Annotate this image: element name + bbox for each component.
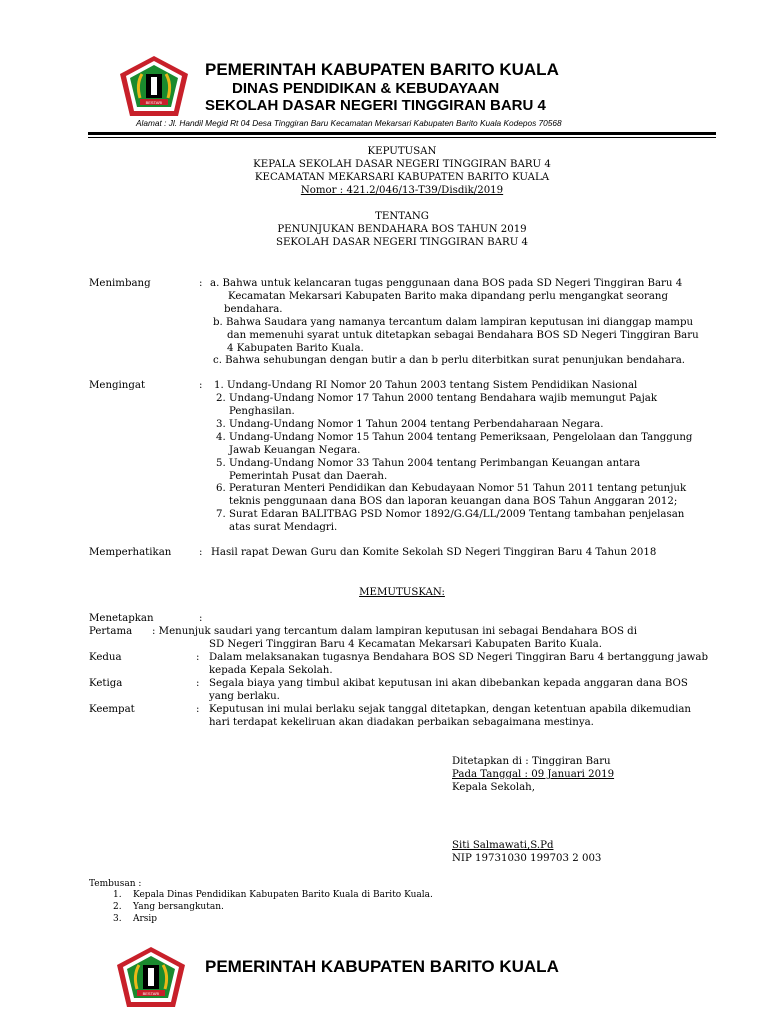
- tembusan-item: Arsip: [133, 914, 158, 924]
- header-divider-thick: [88, 132, 716, 135]
- menimbang-a-line-3: bendahara.: [224, 304, 283, 315]
- mengingat-item-6a: 6. Peraturan Menteri Pendidikan dan Kebudayaan Nomor 51 Tahun 2011 tentang petunjuk: [216, 483, 687, 494]
- keempat-label: Keempat: [89, 704, 135, 715]
- pertama-label: Pertama: [89, 626, 133, 637]
- tentang-heading: TENTANG: [375, 211, 429, 222]
- menimbang-colon: :: [199, 278, 203, 289]
- menimbang-b-line-3: 4 Kabupaten Barito Kuala.: [227, 343, 364, 354]
- header-line-2: DINAS PENDIDIKAN & KEBUDAYAAN: [232, 80, 500, 97]
- menimbang-a-line-2: Kecamatan Mekarsari Kabupaten Barito maka dipandang perlu mengangkat seorang: [228, 291, 669, 302]
- decree-issuer-2: KECAMATAN MEKARSARI KABUPATEN BARITO KUALA: [254, 172, 550, 183]
- kedua-line-1: Dalam melaksanakan tugasnya Bendahara BOS SD Negeri Tinggiran Baru 4 bertanggung jawab: [209, 652, 708, 663]
- ketiga-colon: :: [196, 678, 200, 689]
- menimbang-b-line-2: dan memenuhi syarat untuk ditetapkan sebagai Bendahara BOS SD Negeri Tinggiran Baru: [227, 330, 699, 341]
- header-line-1: PEMERINTAH KABUPATEN BARITO KUALA: [205, 60, 559, 79]
- kedua-colon: :: [196, 652, 200, 663]
- kedua-line-2: kepada Kepala Sekolah.: [209, 665, 333, 676]
- menetapkan-colon: :: [199, 613, 203, 624]
- government-logo: [118, 54, 190, 118]
- signature-date-text: Pada Tanggal : 09 Januari 2019: [452, 769, 615, 780]
- menimbang-label: Menimbang: [89, 278, 151, 289]
- header-address: Alamat : Jl. Handil Megid Rt 04 Desa Tinggiran Baru Kecamatan Mekarsari Kabupaten Barito Kuala Kodepos 70568: [136, 118, 562, 128]
- ketiga-label: Ketiga: [89, 678, 123, 689]
- tembusan-item-num: 3.: [113, 914, 122, 924]
- tembusan-label: Tembusan :: [89, 879, 142, 889]
- tembusan-item-num: 1.: [113, 890, 122, 900]
- logo-label: BESTARI: [145, 100, 163, 105]
- government-logo-footer: [115, 945, 187, 1009]
- tembusan-item-num: 2.: [113, 902, 122, 912]
- keempat-line-2: hari terdapat kekeliruan akan diadakan perbaikan sebagaimana mestinya.: [209, 717, 594, 728]
- kedua-label: Kedua: [89, 652, 122, 663]
- signatory-name: [452, 839, 554, 852]
- memutuskan-heading: [88, 586, 716, 599]
- menimbang-a-line-1: a. Bahwa untuk kelancaran tugas penggunaan dana BOS pada SD Negeri Tinggiran Baru 4: [210, 278, 683, 289]
- mengingat-item-4b: Jawab Keuangan Negara.: [229, 445, 361, 456]
- memperhatikan-text: Hasil rapat Dewan Guru dan Komite Sekolah SD Negeri Tinggiran Baru 4 Tahun 2018: [211, 547, 657, 558]
- signature-place: Ditetapkan di : Tinggiran Baru: [452, 756, 611, 767]
- ketiga-line-1: Segala biaya yang timbul akibat keputusan ini akan dibebankan kepada anggaran dana BOS: [209, 678, 688, 689]
- mengingat-item-2b: Penghasilan.: [229, 406, 295, 417]
- signature-position: Kepala Sekolah,: [452, 782, 535, 793]
- mengingat-item-5a: 5. Undang-Undang Nomor 33 Tahun 2004 tentang Perimbangan Keuangan antara: [216, 458, 641, 469]
- mengingat-colon: :: [199, 380, 203, 391]
- decree-issuer-1: KEPALA SEKOLAH DASAR NEGERI TINGGIRAN BARU 4: [253, 159, 551, 170]
- keempat-colon: :: [196, 704, 200, 715]
- mengingat-item-7a: 7. Surat Edaran BALITBAG PSD Nomor 1892/G.G4/LL/2009 Tentang tambahan penjelasan: [216, 509, 685, 520]
- memutuskan-text: MEMUTUSKAN:: [359, 587, 445, 598]
- menimbang-b-line-1: b. Bahwa Saudara yang namanya tercantum dalam lampiran keputusan ini dianggap mampu: [213, 317, 694, 328]
- signature-date: [452, 768, 614, 781]
- tentang-line-1: PENUNJUKAN BENDAHARA BOS TAHUN 2019: [277, 224, 527, 235]
- mengingat-item-1: 1. Undang-Undang RI Nomor 20 Tahun 2003 tentang Sistem Pendidikan Nasional: [214, 380, 638, 391]
- signatory-name-text: Siti Salmawati,S.Pd: [452, 840, 554, 851]
- tembusan-item: Yang bersangkutan.: [133, 902, 224, 912]
- mengingat-item-5b: Pemerintah Pusat dan Daerah.: [229, 471, 388, 482]
- menimbang-c-line-1: c. Bahwa sehubungan dengan butir a dan b perlu diterbitkan surat penunjukan bendahara.: [213, 355, 686, 366]
- ketiga-line-2: yang berlaku.: [209, 691, 280, 702]
- logo-label: BESTARI: [142, 991, 160, 996]
- pertama-line-2: SD Negeri Tinggiran Baru 4 Kecamatan Mekarsari Kabupaten Barito Kuala.: [209, 639, 602, 650]
- tembusan-item: Kepala Dinas Pendidikan Kabupaten Barito Kuala di Barito Kuala.: [133, 890, 433, 900]
- signatory-nip: NIP 19731030 199703 2 003: [452, 853, 602, 864]
- footer-header-line-1: PEMERINTAH KABUPATEN BARITO KUALA: [205, 957, 559, 976]
- mengingat-item-2a: 2. Undang-Undang Nomor 17 Tahun 2000 tentang Bendahara wajib memungut Pajak: [216, 393, 657, 404]
- memperhatikan-colon: :: [199, 547, 203, 558]
- header-line-3: SEKOLAH DASAR NEGERI TINGGIRAN BARU 4: [205, 97, 546, 114]
- keempat-line-1: Keputusan ini mulai berlaku sejak tanggal ditetapkan, dengan ketentuan apabila dikemudian: [209, 704, 691, 715]
- mengingat-item-4a: 4. Undang-Undang Nomor 15 Tahun 2004 tentang Pemeriksaan, Pengelolaan dan Tanggung: [216, 432, 693, 443]
- pertama-line-1: : Menunjuk saudari yang tercantum dalam lampiran keputusan ini sebagai Bendahara BOS di: [152, 626, 637, 637]
- tentang-line-2: SEKOLAH DASAR NEGERI TINGGIRAN BARU 4: [275, 237, 528, 248]
- mengingat-label: Mengingat: [89, 380, 146, 391]
- decree-number-text: Nomor : 421.2/046/13-T39/Disdik/2019: [300, 185, 504, 196]
- menetapkan-label: Menetapkan: [89, 613, 154, 624]
- decree-number: [88, 184, 716, 197]
- memperhatikan-label: Memperhatikan: [89, 547, 172, 558]
- mengingat-item-6b: teknis penggunaan dana BOS dan laporan keuangan dana BOS Tahun Anggaran 2012;: [229, 496, 678, 507]
- decree-title: KEPUTUSAN: [367, 146, 437, 157]
- header-divider-thin: [88, 137, 716, 138]
- mengingat-item-3: 3. Undang-Undang Nomor 1 Tahun 2004 tentang Perbendaharaan Negara.: [216, 419, 604, 430]
- mengingat-item-7b: atas surat Mendagri.: [229, 522, 338, 533]
